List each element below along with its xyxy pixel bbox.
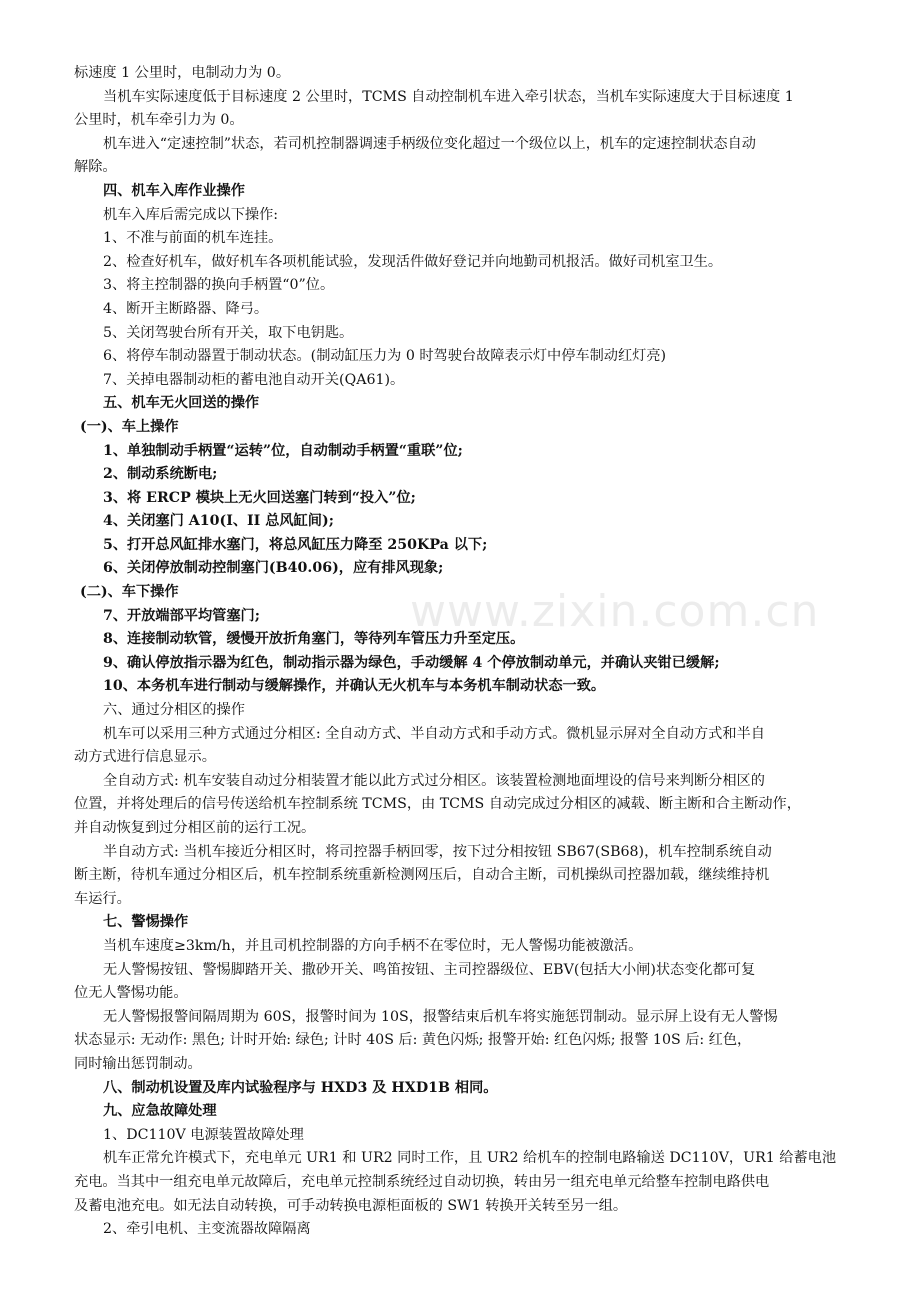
text-line: 机车可以采用三种方式通过分相区: 全自动方式、半自动方式和手动方式。微机显示屏对全自动方式和半自 (103, 725, 765, 742)
text-line: 当机车速度≥3km/h，并且司机控制器的方向手柄不在零位时，无人警惕功能被激活。 (103, 937, 643, 954)
section-heading-line: 九、应急故障处理 (103, 1103, 217, 1120)
text-line: 并自动恢复到过分相区前的运行工况。 (74, 820, 316, 836)
text-line: 公里时，机车牵引力为 0。 (74, 112, 244, 129)
watermark: www.zixin.com.cn (410, 586, 820, 637)
text-line: 断主断，待机车通过分相区后，机车控制系统重新检测网压后，自动合主断，司机操纵司控器加载，继续维持机 (74, 867, 770, 884)
section-heading-line: 9、确认停放指示器为红色，制动指示器为绿色，手动缓解 4 个停放制动单元，并确认夹钳已缓解; (103, 654, 720, 671)
section-heading-line: 七、警惕操作 (103, 914, 189, 931)
text-line: 全自动方式: 机车安装自动过分相装置才能以此方式过分相区。该装置检测地面埋设的信号来判断分相区的 (103, 772, 765, 789)
section-heading-line: 八、制动机设置及库内试验程序与 HXD3 及 HXD1B 相同。 (103, 1079, 498, 1096)
section-heading-line: (二)、车下操作 (80, 584, 179, 601)
section-heading-line: 1、单独制动手柄置“运转”位，自动制动手柄置“重联”位; (103, 442, 463, 459)
section-heading-line: 3、将 ERCP 模块上无火回送塞门转到“投入”位; (103, 489, 416, 506)
text-line: 1、DC110V 电源装置故障处理 (103, 1126, 304, 1143)
text-line: 当机车实际速度低于目标速度 2 公里时，TCMS 自动控制机车进入牵引状态，当机车实际速度大于目标速度 1 (103, 88, 794, 105)
text-line: 无人警惕按钮、警惕脚踏开关、撒砂开关、鸣笛按钮、主司控器级位、EBV(包括大小闸)状态变化都可复 (103, 961, 756, 978)
text-line: 机车正常允许模式下，充电单元 UR1 和 UR2 同时工作，且 UR2 给机车的控制电路输送 DC110V，UR1 给蓄电池 (103, 1150, 837, 1167)
document-body (74, 62, 860, 1242)
section-heading-line: 2、制动系统断电; (103, 466, 218, 483)
section-heading-line: 8、连接制动软管，缓慢开放折角塞门，等待列车管压力升至定压。 (103, 631, 525, 648)
section-heading-line: 7、开放端部平均管塞门; (103, 607, 260, 624)
text-line: 动方式进行信息显示。 (74, 749, 216, 766)
section-heading-line: 4、关闭塞门 A10(I、II 总风缸间); (103, 513, 334, 530)
text-line: 无人警惕报警间隔周期为 60S，报警时间为 10S，报警结束后机车将实施惩罚制动。显示屏上设有无人警惕 (103, 1008, 778, 1025)
text-line: 标速度 1 公里时，电制动力为 0。 (74, 65, 291, 81)
text-line: 机车入库后需完成以下操作: (103, 206, 279, 223)
section-heading-line: 5、打开总风缸排水塞门，将总风缸压力降至 250KPa 以下; (103, 536, 488, 553)
text-line: 同时输出惩罚制动。 (74, 1055, 202, 1072)
section-heading-line: 6、关闭停放制动控制塞门(B40.06)，应有排风现象; (103, 560, 444, 577)
text-line: 6、将停车制动器置于制动状态。(制动缸压力为 0 时驾驶台故障表示灯中停车制动红灯亮) (103, 348, 667, 365)
section-heading-line: 四、机车入库作业操作 (103, 182, 245, 199)
section-heading-line: 五、机车无火回送的操作 (103, 395, 260, 412)
text-line: 位无人警惕功能。 (74, 985, 188, 1002)
text-line: 六、通过分相区的操作 (103, 702, 245, 719)
text-line: 7、关掉电器制动柜的蓄电池自动开关(QA61)。 (103, 371, 405, 388)
section-heading-line: 10、本务机车进行制动与缓解操作，并确认无火机车与本务机车制动状态一致。 (103, 678, 606, 695)
text-line: 位置，并将处理后的信号传送给机车控制系统 TCMS，由 TCMS 自动完成过分相区的减载、断主断和合主断动作， (74, 796, 801, 813)
text-line: 2、检查好机车，做好机车各项机能试验，发现活件做好登记并向地勤司机报活。做好司机室卫生。 (103, 253, 723, 270)
section-heading-line: (一)、车上操作 (80, 418, 179, 435)
text-line: 车运行。 (74, 890, 131, 907)
text-line: 及蓄电池充电。如无法自动转换，可手动转换电源柜面板的 SW1 转换开关转至另一组。 (74, 1197, 628, 1214)
text-line: 半自动方式: 当机车接近分相区时，将司控器手柄回零，按下过分相按钮 SB67(SB68)，机车控制系统自动 (103, 843, 772, 860)
text-line: 4、断开主断路器、降弓。 (103, 300, 269, 317)
text-line: 3、将主控制器的换向手柄置“0”位。 (103, 277, 335, 294)
text-line: 2、牵引电机、主变流器故障隔离 (103, 1221, 311, 1238)
text-line: 机车进入“定速控制”状态，若司机控制器调速手柄级位变化超过一个级位以上，机车的定速控制状态自动 (103, 135, 756, 152)
text-line: 1、不准与前面的机车连挂。 (103, 230, 283, 247)
text-line: 状态显示: 无动作: 黑色; 计时开始: 绿色; 计时 40S 后: 黄色闪烁; 报警开始: 红色闪烁; 报警 10S 后: 红色， (74, 1032, 752, 1049)
text-line: 充电。当其中一组充电单元故障后，充电单元控制系统经过自动切换，转由另一组充电单元给整车控制电路供电 (74, 1173, 770, 1190)
text-line: 5、关闭驾驶台所有开关，取下电钥匙。 (103, 324, 354, 341)
text-line: 解除。 (74, 159, 117, 176)
